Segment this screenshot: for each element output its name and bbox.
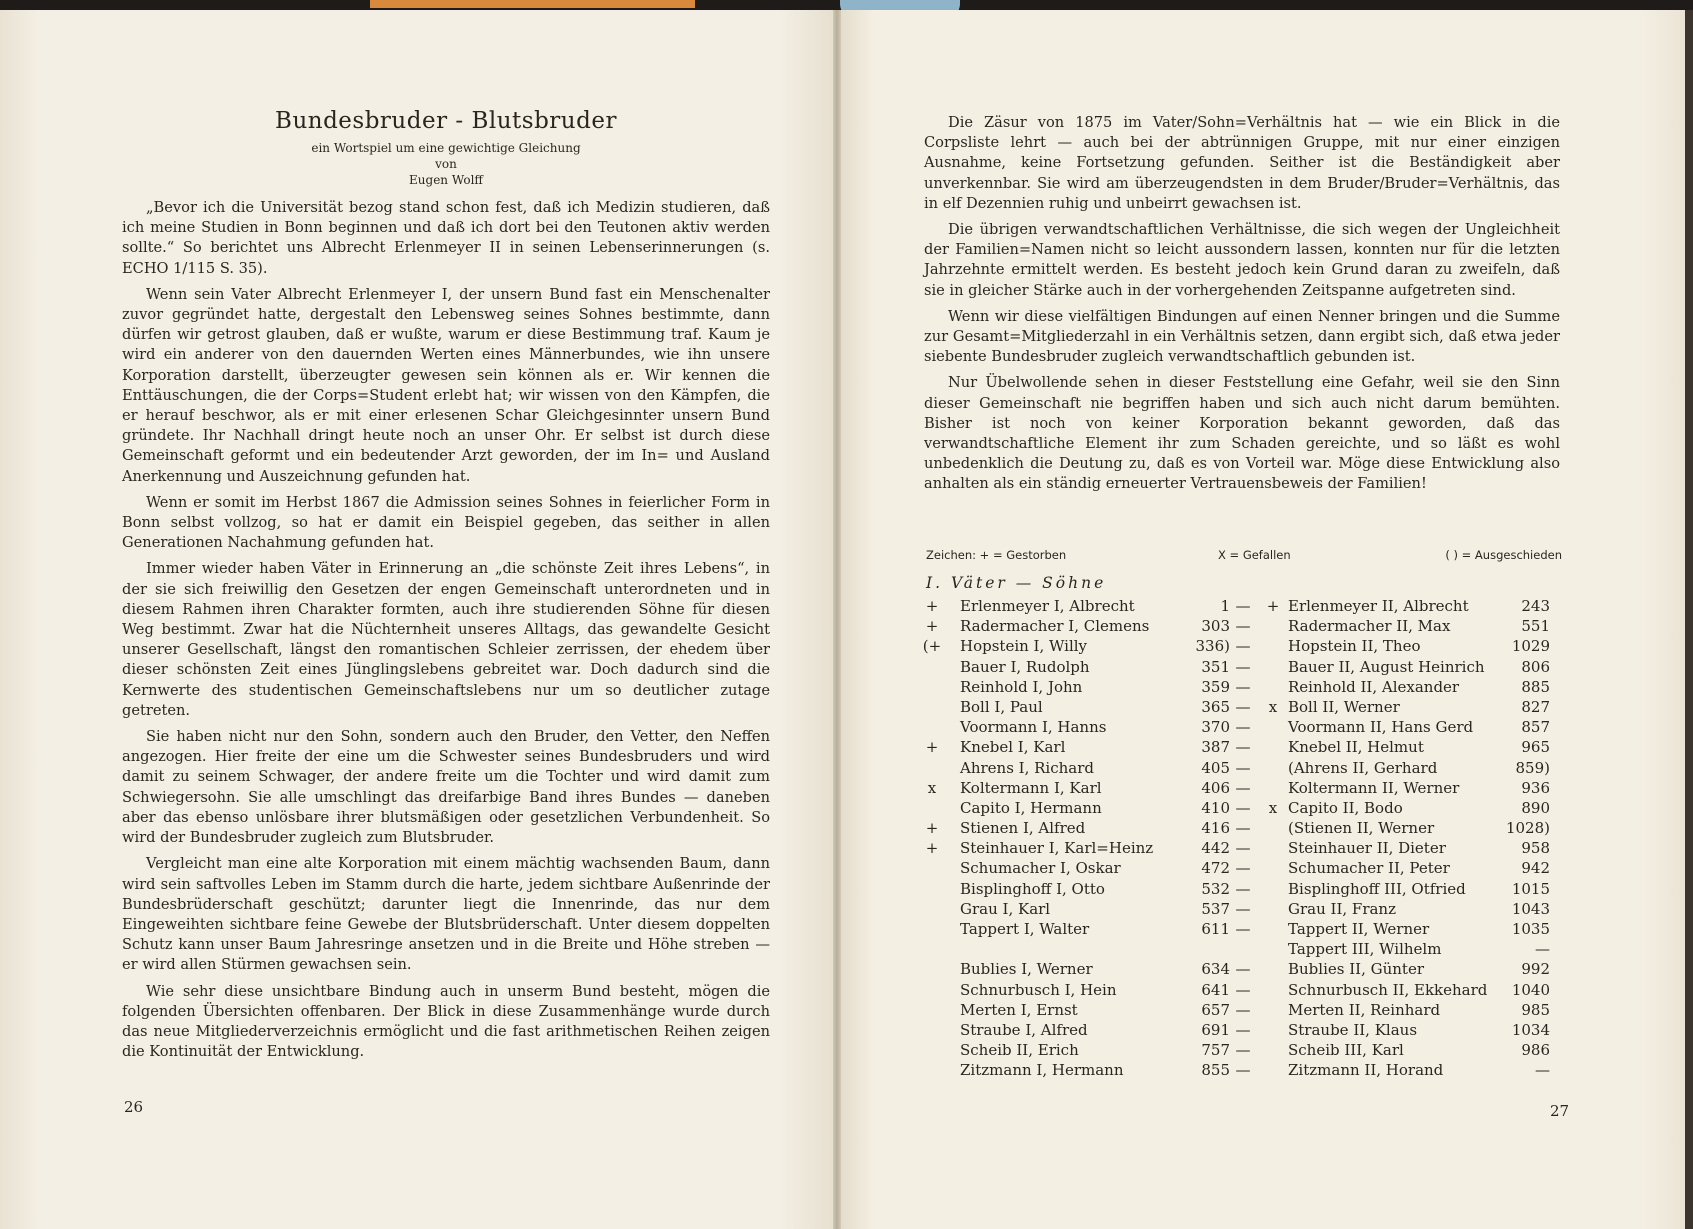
father-number: 303 [1201,617,1230,636]
son-number: 827 [1521,697,1550,716]
father-name: Steinhauer I, Karl=Heinz [960,839,1154,858]
father-name: Schumacher I, Oskar [960,859,1121,878]
left-page-text [122,106,770,1068]
right-paragraph: Wenn wir diese vielfältigen Bindungen auf einen Nenner bringen und die Summe zur Gesamt=Mitgliederzahl in ein Verhältnis setzen, dann ergibt sich, daß etwa jeder siebente Bundesbruder zugleich verwandtschaftlich gebunden ist. [924,307,1560,366]
father-number: 532 [1201,879,1230,898]
dash: — [1235,859,1251,878]
left-paragraph: Sie haben nicht nur den Sohn, sondern auch den Bruder, den Vetter, den Neffen angezogen. Hier freite der eine um die Schwester seines Bundesbruders und wird damit zu seinem Schwager, der andere freite um die Tochter und wird damit zum Schwiegersohn. Sie alle umschlingt das dreifarbige Band ihres Bundes — daneben aber das ebenso unlösbare ihrer blutsmäßigen oder gesetzlichen Verbundenheit. So wird der Bundesbruder zugleich zum Blutsbruder. [122,728,770,847]
dash: — [1235,819,1251,838]
dash: — [1235,738,1251,757]
son-name: Steinhauer II, Dieter [1288,839,1446,858]
son-name: Koltermann II, Werner [1288,778,1460,797]
son-number: 1029 [1511,637,1550,656]
father-name: Boll I, Paul [960,697,1043,716]
table-row [922,980,1564,1000]
dash: — [1235,778,1251,797]
table-row [922,1040,1564,1060]
son-number: — [1535,940,1550,959]
left-paragraph: Wenn er somit im Herbst 1867 die Admission seines Sohnes in feierlicher Form in Bonn selbst vollzog, so hat er damit ein Beispiel gegeben, das seither in allen Generationen Nachahmung gefunden hat. [122,493,770,552]
dash: — [1235,718,1251,737]
left-paragraph: Wenn sein Vater Albrecht Erlenmeyer I, der unsern Bund fast ein Menschenalter zuvor gegründet hatte, dergestalt den Lebensweg seines Sohnes bestimmte, dann dürfen wir getrost glauben, daß er wußte, warum er diese Bestimmung traf. Kaum je wird ein anderer von den dauernden Werten eines Männerbundes, wie ihn unsere Korporation darstellt, überzeugter gewesen sein können als er. Wir kennen die Enttäuschungen, die der Corps=Student erlebt hat; wir wissen von den Kämpfen, die er herauf beschwor, als er mit einer erlesenen Schar Gleichgesinnter unsern Bund gründete. Ihr Nachhall dringt heute noch an unser Ohr. Er selbst ist durch diese Gemeinschaft geformt und ein bedeutender Arzt geworden, der im In= und Ausland Anerkennung und Auszeichnung gefunden hat. [122,285,770,485]
table-row [922,858,1564,878]
legend-fallen: X = Gefallen [1218,548,1291,562]
son-number: 1015 [1511,879,1550,898]
son-name: Knebel II, Helmut [1288,738,1424,757]
right-paragraph: Die Zäsur von 1875 im Vater/Sohn=Verhältnis hat — wie ein Blick in die Corpsliste lehrt — auch bei der abtrünnigen Gruppe, mit nur einer einzigen Ausnahme, keine Fortsetzung gefunden. Seither ist die Beständigkeit aber unverkennbar. Sie wird am überzeugendsten in dem Bruder/Bruder=Verhältnis, das in elf Dezennien ruhig und unbeirrt gewachsen ist. [924,114,1560,212]
son-name: Bublies II, Günter [1288,960,1424,979]
table-row [922,919,1564,939]
son-number: 1043 [1511,899,1550,918]
marker-father: + [925,597,939,615]
father-number: 537 [1201,899,1230,918]
article-title: Bundesbruder - Blutsbruder [275,108,617,134]
father-number: 657 [1201,1000,1230,1019]
table-row [922,717,1564,737]
left-paragraph: Vergleicht man eine alte Korporation mit einem mächtig wachsenden Baum, dann wird sein saftvolles Leben im Stamm durch die harte, jedem sichtbare Außenrinde der Bundesbrüderschaft geschützt; darunter liegt die Innenrinde, das nur dem Eingeweihten sichtbare feine Gewebe der Blutsbrüderschaft. Unter diesem doppelten Schutz kann unser Baum Jahresringe ansetzen und in die Breite und Höhe streben — er wird allen Stürmen gewachsen sein. [122,855,770,974]
dash: — [1235,617,1251,636]
marker-father: + [925,738,939,757]
son-name: Bauer II, August Heinrich [1288,657,1485,676]
father-number: 416 [1201,819,1230,838]
table-row [922,758,1564,778]
article-subtitle: ein Wortspiel um eine gewichtige Gleichung [311,141,581,155]
father-number: 641 [1201,980,1230,999]
table-row [922,657,1564,677]
father-name: Straube I, Alfred [960,1020,1088,1039]
son-name: Tappert II, Werner [1288,920,1430,938]
son-name: (Stienen II, Werner [1288,819,1435,838]
son-name: Capito II, Bodo [1288,798,1403,817]
father-number: 365 [1201,697,1230,716]
dash: — [1235,980,1251,999]
son-number: 806 [1521,657,1550,676]
dash: — [1235,798,1251,817]
father-number: 691 [1201,1020,1230,1039]
father-name: Radermacher I, Clemens [960,617,1150,636]
dash: — [1235,899,1251,918]
son-number: — [1535,1061,1550,1080]
table-row [922,677,1564,697]
right-paragraph: Die übrigen verwandtschaftlichen Verhältnisse, die sich wegen der Ungleichheit der Familien=Namen nicht so leicht aussondern lassen, konnten nur für die letzten Jahrzehnte ermittelt werden. Es besteht jedoch kein Grund daran zu zweifeln, daß sie in gleicher Stärke auch in der vorhergehenden Zeitspanne aufgetreten sind. [924,221,1560,299]
son-number: 986 [1521,1041,1550,1060]
book-edge [1685,10,1693,1229]
son-number: 1040 [1511,980,1550,999]
table-row [922,1020,1564,1040]
left-paragraph: Immer wieder haben Väter in Erinnerung an „die schönste Zeit ihres Lebens“, in der sie sich freiwillig den Gesetzen der engen Gemeinschaft unterordneten und in diesem Rahmen ihren Charakter formten, auch ihre studierenden Söhne für diesen Weg bestimmt. Zwar hat die Nüchternheit unseres Alltags, das gewandelte Gesicht unserer Gesellschaft, längst den romantischen Schleier zerrissen, der ehedem über dieser schönsten Zeit eines Jünglingslebens gebreitet war. Doch dadurch sind die Kernwerte des studentischen Gemeinschaftslebens nur um so deutlicher zutage getreten. [122,560,770,719]
article-von: von [435,157,457,171]
legend-left: ( ) = Ausgeschieden [1445,548,1562,562]
father-number: 757 [1201,1041,1230,1060]
table-row [922,1060,1564,1080]
orange-bookmark [370,0,695,8]
son-name: Scheib III, Karl [1288,1041,1404,1060]
father-name: Scheib II, Erich [960,1041,1079,1060]
father-number: 611 [1201,920,1230,938]
table-row [922,818,1564,838]
marker-son: + [1266,597,1280,615]
son-number: 942 [1521,859,1550,878]
son-number: 958 [1521,839,1550,858]
father-number: 370 [1201,718,1230,737]
left-paragraph: Wie sehr diese unsichtbare Bindung auch in unserm Bund besteht, mögen die folgenden Übersichten offenbaren. Der Blick in diese Zusammenhänge wurde durch das neue Mitgliederverzeichnis ermöglicht und die fast arithmetischen Reihen zeigen die Kontinuität der Entwicklung. [122,982,770,1061]
son-number: 985 [1521,1000,1550,1019]
son-name: (Ahrens II, Gerhard [1288,758,1438,777]
marker-father: (+ [922,637,942,656]
dash: — [1235,960,1251,979]
father-number: 387 [1201,738,1230,757]
father-name: Merten I, Ernst [960,1000,1078,1019]
marker-father: + [925,617,939,636]
son-name: Boll II, Werner [1288,697,1400,716]
father-name: Reinhold I, John [960,677,1083,696]
son-name: Tappert III, Wilhelm [1288,940,1442,959]
section-title: I. Väter — Söhne [926,574,1107,592]
son-number: 992 [1521,960,1550,979]
son-name: Schnurbusch II, Ekkehard [1288,980,1488,999]
dash: — [1235,1000,1251,1019]
father-name: Tappert I, Walter [960,920,1090,938]
father-number: 855 [1201,1061,1230,1080]
father-number: 351 [1201,657,1230,676]
table-row [922,737,1564,757]
marker-father: x [927,778,937,797]
fathers-sons-table [922,596,1564,1081]
marker-son: x [1268,697,1278,716]
son-name: Zitzmann II, Horand [1288,1061,1444,1080]
dash: — [1235,758,1251,777]
father-name: Zitzmann I, Hermann [960,1061,1124,1080]
son-number: 857 [1521,718,1550,737]
father-number: 359 [1201,677,1230,696]
legend-deceased: Zeichen: + = Gestorben [926,548,1067,562]
son-name: Reinhold II, Alexander [1288,677,1460,696]
father-name: Bauer I, Rudolph [960,657,1090,676]
table-row [922,879,1564,899]
table-row [922,838,1564,858]
father-number: 442 [1201,839,1230,858]
son-name: Erlenmeyer II, Albrecht [1288,597,1469,615]
father-name: Knebel I, Karl [960,738,1066,757]
son-number: 1034 [1511,1020,1550,1039]
right-paragraph: Nur Übelwollende sehen in dieser Feststellung eine Gefahr, weil sie den Sinn dieser Gemeinschaft nie begriffen haben und sich auch nicht darum bemühten. Bisher ist noch von keiner Korporation bekannt geworden, daß das verwandtschaftliche Element ihr zum Schaden gereichte, und so läßt es wohl unbedenklich die Deutung zu, daß es von Vorteil war. Möge diese Entwicklung also anhalten als ein ständig erneuerter Vertrauensbeweis der Familien! [924,374,1560,493]
table-row [922,778,1564,798]
left-paragraph: „Bevor ich die Universität bezog stand schon fest, daß ich Medizin studieren, daß ich meine Studien in Bonn beginnen und daß ich dort bei den Teutonen aktiv werden sollte.“ So berichtet uns Albrecht Erlenmeyer II in seinen Lebenserinnerungen (s. ECHO 1/115 S. 35). [122,199,770,277]
father-name: Schnurbusch I, Hein [960,980,1117,999]
dash: — [1235,637,1251,656]
son-number: 1035 [1511,920,1550,938]
father-number: 1 [1220,597,1230,615]
son-number: 890 [1521,798,1550,817]
dash: — [1235,677,1251,696]
father-name: Grau I, Karl [960,899,1051,918]
son-number: 551 [1521,617,1550,636]
father-number: 472 [1201,859,1230,878]
father-name: Stienen I, Alfred [960,819,1086,838]
dash: — [1235,1041,1251,1060]
father-name: Bisplinghoff I, Otto [960,879,1105,898]
page-number-right: 27 [1550,1102,1570,1120]
son-number: 965 [1521,738,1550,757]
table-row [922,1000,1564,1020]
dash: — [1235,1061,1251,1080]
dash: — [1235,920,1251,938]
marker-son: x [1268,798,1278,817]
dash: — [1235,839,1251,858]
father-number: 634 [1201,960,1230,979]
dash: — [1235,879,1251,898]
son-name: Straube II, Klaus [1288,1020,1418,1039]
table-row [922,899,1564,919]
article-author: Eugen Wolff [409,173,483,187]
son-number: 243 [1521,597,1550,615]
son-number: 885 [1521,677,1550,696]
dash: — [1235,597,1251,615]
son-number: 1028) [1505,819,1550,838]
symbol-legend [926,548,1562,566]
father-name: Capito I, Hermann [960,798,1102,817]
father-name: Voormann I, Hanns [960,718,1107,737]
table-row [922,616,1564,636]
father-number: 405 [1201,758,1230,777]
father-name: Koltermann I, Karl [960,778,1102,797]
son-name: Merten II, Reinhard [1288,1000,1441,1019]
son-name: Hopstein II, Theo [1288,637,1421,656]
father-number: 410 [1201,798,1230,817]
dash: — [1235,657,1251,676]
dash: — [1235,1020,1251,1039]
father-name: Hopstein I, Willy [960,637,1088,656]
table-row [922,939,1564,959]
son-number: 859) [1515,758,1550,777]
son-name: Radermacher II, Max [1288,617,1451,636]
son-number: 936 [1521,778,1550,797]
right-page-text [924,113,1560,501]
son-name: Schumacher II, Peter [1288,859,1450,878]
father-number: 406 [1201,778,1230,797]
son-name: Voormann II, Hans Gerd [1288,718,1474,737]
table-row [922,596,1564,616]
father-name: Bublies I, Werner [960,960,1093,979]
page-number-left: 26 [124,1098,144,1116]
book-gutter [833,10,841,1229]
table-row [922,959,1564,979]
father-name: Erlenmeyer I, Albrecht [960,597,1135,615]
father-number: 336) [1195,637,1230,656]
son-name: Grau II, Franz [1288,899,1396,918]
dash: — [1235,697,1251,716]
son-name: Bisplinghoff III, Otfried [1288,879,1466,898]
table-row [922,636,1564,656]
marker-father: + [925,819,939,838]
father-name: Ahrens I, Richard [960,758,1094,777]
marker-father: + [925,839,939,858]
table-row [922,798,1564,818]
table-row [922,697,1564,717]
